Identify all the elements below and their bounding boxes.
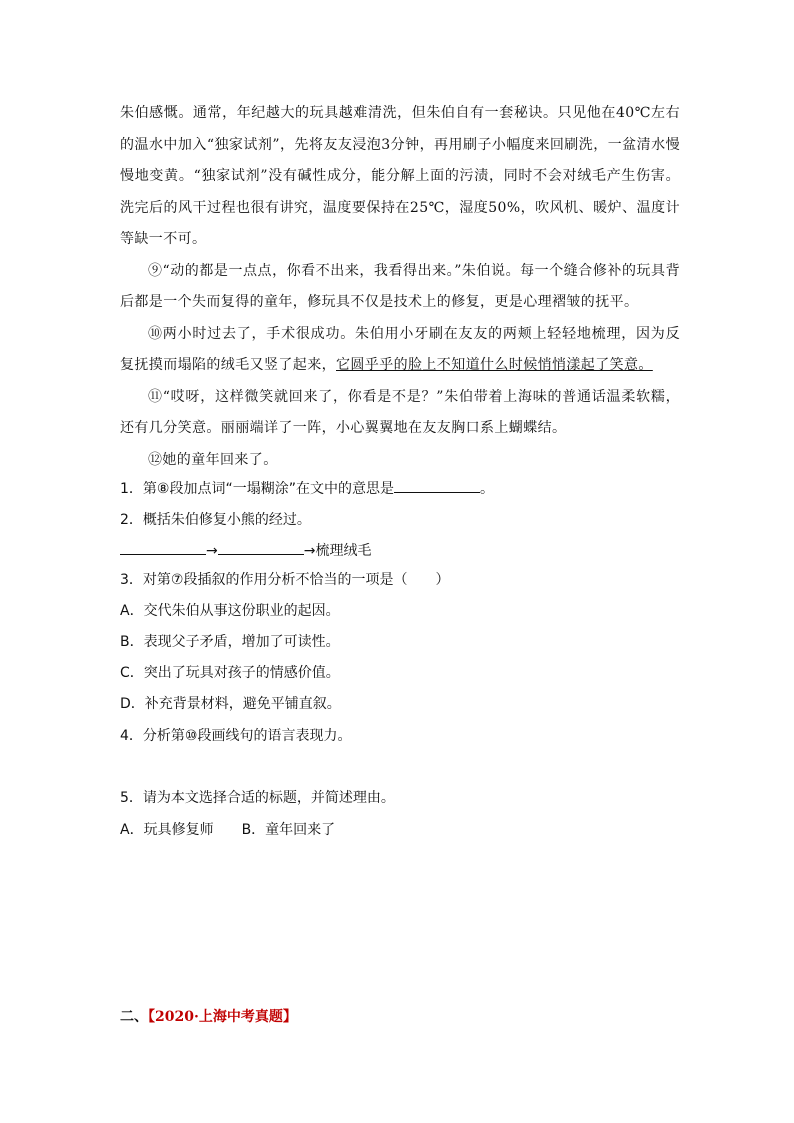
flow-arrow: → bbox=[206, 543, 218, 559]
section-heading bbox=[120, 1006, 297, 1026]
question-2-flow bbox=[120, 540, 371, 561]
paragraph-10-text: ⑩两小时过去了，手术很成功。朱伯用小牙刷在友友的两颊上轻轻地梳理，因为反复抚摸而塌陷的绒毛又竖了起来， bbox=[120, 325, 680, 373]
option-b: B．表现父子矛盾，增加了可读性。 bbox=[120, 634, 340, 650]
question-3: 3．对第⑦段插叙的作用分析不恰当的一项是（ ） bbox=[120, 572, 450, 588]
section-prefix: 二、 bbox=[120, 1009, 148, 1025]
question-1-text: 1．第⑧段加点词“一塌糊涂”在文中的意思是 bbox=[120, 481, 394, 497]
paragraph-8-tail: 朱伯感慨。通常，年纪越大的玩具越难清洗，但朱伯自有一套秘诀。只见他在40℃左右的温水中加入“独家试剂”，先将友友浸泡3分钟，再用刷子小幅度来回刷洗，一盆清水慢慢地变黄。“独家试剂”没有碱性成分，能分解上面的污渍，同时不会对绒毛产生伤害。洗完后的风干过程也很有讲究，温度要保持在25℃，湿度50%，吹风机、暖炉、温度计等缺一不可。 bbox=[120, 105, 680, 247]
answer-blank[interactable] bbox=[120, 540, 206, 555]
question-2: 2．概括朱伯修复小熊的经过。 bbox=[120, 512, 311, 528]
flow-final-step: →梳理绒毛 bbox=[303, 543, 372, 559]
answer-blank[interactable] bbox=[394, 478, 480, 493]
question-1 bbox=[120, 478, 494, 499]
paragraph-11: ⑪“哎呀，这样微笑就回来了，你看是不是？”朱伯带着上海味的普通话温柔软糯，还有几分笑意。丽丽端详了一阵，小心翼翼地在友友胸口系上蝴蝶结。 bbox=[120, 388, 680, 436]
paragraph-10 bbox=[120, 319, 680, 382]
option-a: A．交代朱伯从事这份职业的起因。 bbox=[120, 603, 340, 619]
option-d: D．补充背景材料，避免平铺直叙。 bbox=[120, 696, 341, 712]
question-5: 5．请为本文选择合适的标题，并简述理由。 bbox=[120, 790, 395, 806]
exam-source-tag: 【2020·上海中考真题】 bbox=[148, 1009, 297, 1025]
question-4: 4．分析第⑩段画线句的语言表现力。 bbox=[120, 728, 352, 744]
reading-passage bbox=[120, 98, 680, 476]
paragraph-10-underlined-sentence: 它圆乎乎的脸上不知道什么时候悄悄漾起了笑意。 bbox=[336, 357, 653, 373]
paragraph-12: ⑫她的童年回来了。 bbox=[148, 451, 278, 468]
answer-blank[interactable] bbox=[218, 540, 304, 555]
question-1-end: 。 bbox=[479, 481, 494, 497]
option-c: C．突出了玩具对孩子的情感价值。 bbox=[120, 665, 340, 681]
paragraph-9: ⑨“动的都是一点点，你看不出来，我看得出来。”朱伯说。每一个缝合修补的玩具背后都是一个失而复得的童年，修玩具不仅是技术上的修复，更是心理褶皱的抚平。 bbox=[120, 262, 680, 310]
question-5-options: A．玩具修复师 B．童年回来了 bbox=[120, 822, 336, 838]
